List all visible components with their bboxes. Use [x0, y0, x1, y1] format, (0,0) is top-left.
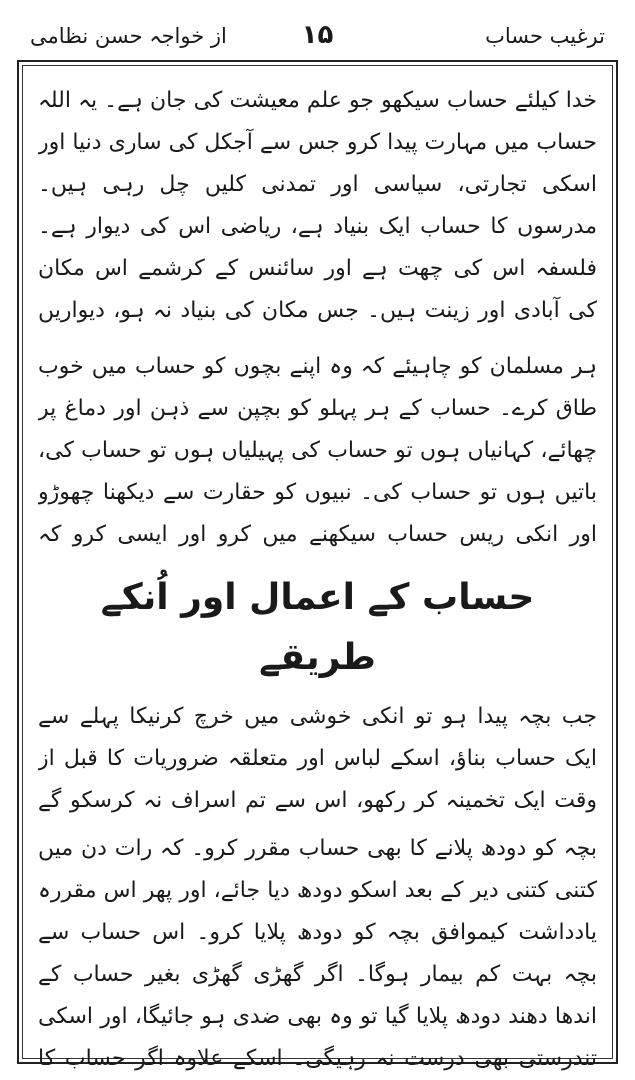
book-title: ترغیب حساب: [485, 24, 605, 48]
page-header: [30, 20, 605, 60]
paragraph: جب بچہ پیدا ہو تو انکی خوشی میں خرچ کرنیکا پہلے سے ایک حساب بناؤ، اسکے لباس اور متعلقہ ضروریات کا قبل از وقت ایک تخمینہ کر رکھو، اس سے تم اسراف نہ کرسکو گے: [38, 704, 597, 813]
paragraph: ہر مسلمان کو چاہیئے کہ وہ اپنے بچوں کو حساب میں خوب طاق کرے۔ حساب کے ہر پہلو کو بچپن سے ذہن اور دماغ پر چھائے، کہانیاں ہوں تو حساب کی پہیلیاں ہوں تو حساب کی، باتیں ہوں تو حساب کی۔ نبیوں کو حقارت سے دیکھنا چھوڑو اور انکی ریس حساب سیکھنے میں کرو اور ایسی کرو کہ: [38, 354, 597, 547]
page-body: [38, 80, 597, 1078]
section-heading: حساب کے اعمال اور اُنکے طریقے: [100, 577, 535, 678]
paragraph: بچہ کو دودھ پلانے کا بھی حساب مقرر کرو۔ کہ رات دن میں کتنی کتنی دیر کے بعد اسکو دودھ دیا جائے، اور پھر اس مقررہ یادداشت کیموافق بچہ کو دودھ پلایا کرو۔ اس حساب سے بچہ بہت کم بیمار ہوگا۔ اگر گھڑی گھڑی بغیر حساب کے اندھا دھند دودھ پلایا گیا تو وہ بھی ضدی ہو جائیگا، اور اسکی تندرستی بھی درست نہ رہیگی۔ اسکے علاوہ اگر حساب کا: [38, 836, 597, 1071]
page-number: ۱۵: [301, 20, 334, 50]
paragraph: خدا کیلئے حساب سیکھو جو علم معیشت کی جان ہے۔ یہ اللہ حساب میں مہارت پیدا کرو جس سے آجکل کی ساری دنیا اور اسکی تجارتی، سیاسی اور تمدنی کلیں چل رہی ہیں۔ مدرسوں کا حساب ایک بنیاد ہے، ریاضی اس کی دیوار ہے۔ فلسفہ اس کی چھت ہے اور سائنس کے کرشمے اس مکان کی آبادی اور زینت ہیں۔ جس مکان کی بنیاد نہ ہو، دیواریں: [38, 88, 597, 323]
author-name: از خواجہ حسن نظامی: [30, 24, 227, 48]
